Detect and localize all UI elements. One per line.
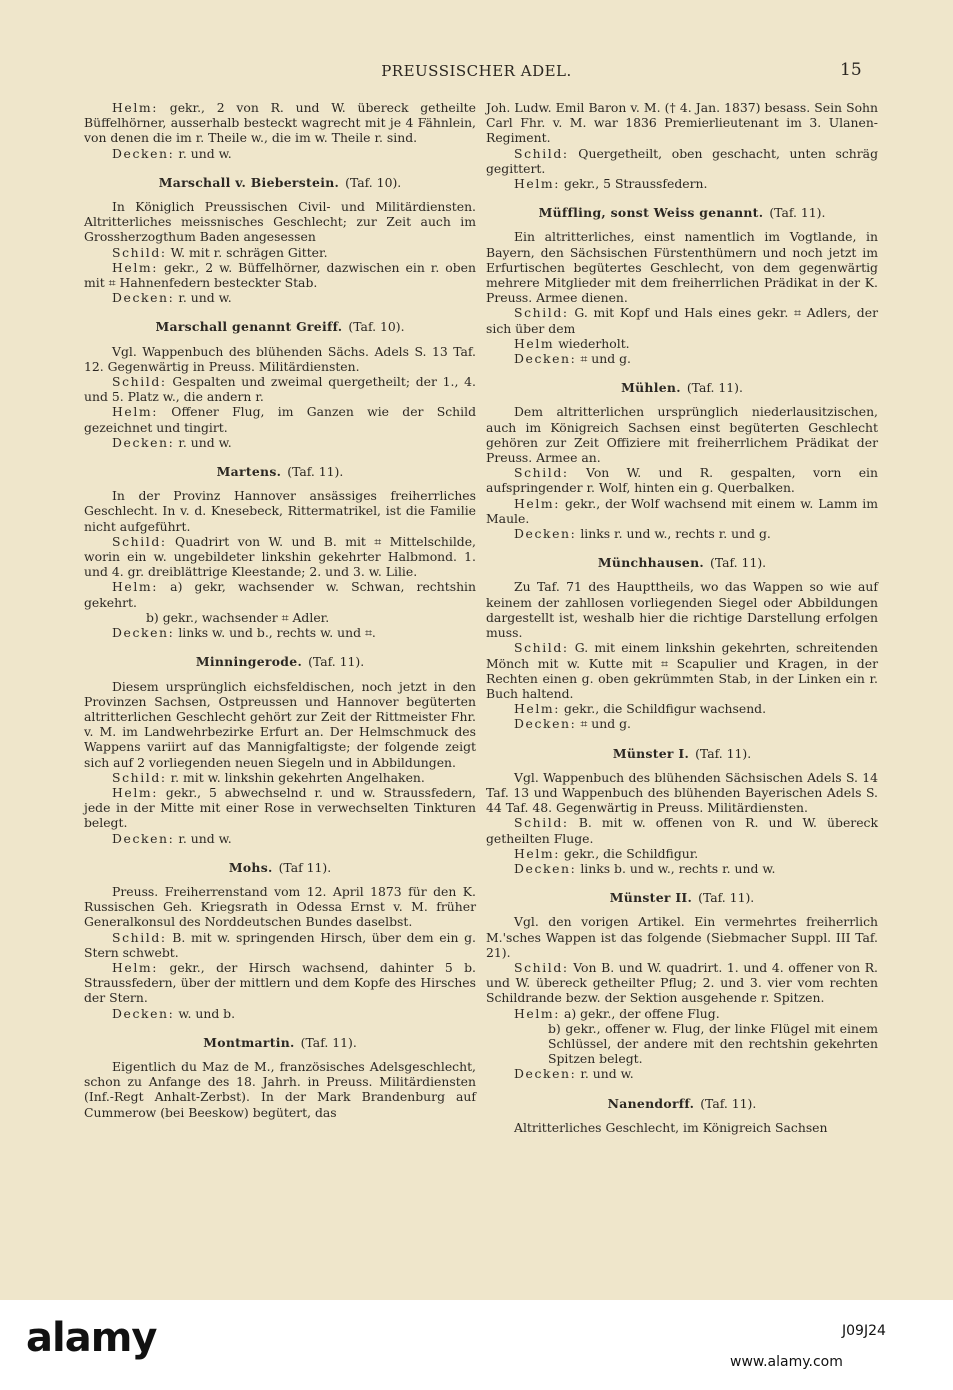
paragraph-text: gekr., der Wolf wachsend mit einem w. Lamm im Maule.: [486, 495, 878, 526]
blazon-key: Decken:: [112, 625, 175, 641]
entry-heading: [84, 860, 476, 875]
blazon-line: [486, 351, 878, 366]
left-column: [84, 100, 476, 1128]
paragraph-text: ⌗ und g.: [576, 716, 631, 732]
blazon-line: [486, 815, 878, 845]
paragraph-text: G. mit Kopf und Hals eines gekr. ⌗ Adlers, der sich über dem: [486, 305, 878, 336]
paragraph-text: Vgl. den vorigen Artikel. Ein vermehrtes freiherrlich M.'sches Wappen ist das folgende (Siebmacher Suppl. III Taf. 21).: [486, 914, 878, 960]
paragraph-text: W. mit r. schrägen Gitter.: [166, 244, 328, 260]
paragraph-text: r. und w.: [174, 830, 232, 846]
blazon-key: Decken:: [112, 434, 175, 450]
entry-heading: [84, 654, 476, 669]
blazon-line: [84, 404, 476, 434]
blazon-line: [84, 260, 476, 290]
paragraph-text: G. mit einem linkshin gekehrten, schreitenden Mönch mit w. Kutte mit ⌗ Scapulier und Kragen, in der Rechten einen g. oben gekrümmten Stab, in der Linken ein r. Buch haltend.: [486, 640, 878, 701]
paragraph-text: a) gekr., der offene Flug.: [560, 1005, 720, 1021]
paragraph-text: Preuss. Freiherrenstand vom 12. April 1873 für den K. Russischen Geh. Kriegsrath in Odessa Ernst v. M. früher Generalkonsul des Norddeutschen Bundes daselbst.: [84, 883, 476, 930]
blazon-key: Decken:: [112, 290, 175, 306]
blazon-line: [486, 716, 878, 731]
blazon-key: Helm:: [514, 495, 561, 511]
blazon-line: [486, 1006, 878, 1021]
paragraph-text: Von W. und R. gespalten, vorn ein aufspringender r. Wolf, hinten ein g. Querbalken.: [486, 465, 878, 496]
blazon-line: [84, 100, 476, 146]
paragraph-text: Quadrirt von W. und B. mit ⌗ Mittelschilde, worin ein w. ungebildeter linkshin gekehrter Halbmond. 1. und 4. gr. dreiblättrige Kleestande; 2. und 3. w. Lilie.: [84, 533, 476, 580]
paragraph-text: Vgl. Wappenbuch des blühenden Sächs. Adels S. 13 Taf. 12. Gegenwärtig in Preuss. Militärdiensten.: [84, 343, 476, 374]
entry-heading: [84, 175, 476, 190]
paragraph-text: gekr., 2 w. Büffelhörner, dazwischen ein r. oben mit ⌗ Hahnenfedern besteckter Stab.: [84, 259, 476, 291]
entry-name: Müffling, sonst Weiss genannt.: [538, 205, 764, 221]
blazon-key: Schild:: [112, 533, 167, 549]
watermark-logo: alamy: [26, 1315, 157, 1361]
blazon-key: Helm:: [514, 1005, 561, 1021]
plate-reference: (Taf. 11).: [695, 745, 752, 761]
entry: [84, 319, 476, 450]
entry: [486, 555, 878, 731]
entry: [84, 1035, 476, 1120]
paragraph: [486, 914, 878, 960]
paragraph: [84, 344, 476, 374]
paragraph-text: In Königlich Preussischen Civil- und Militärdiensten. Altritterliches meissnisches Geschlecht; zur Zeit auch im Grossherzogthum Baden angesessen: [84, 199, 476, 245]
entry-heading: [486, 205, 878, 220]
paragraph-text: b) gekr., offener w. Flug, der linke Flügel mit einem Schlüssel, der andere mit den rechtshin gekehrten Spitzen belegt.: [548, 1020, 878, 1067]
blazon-line: [486, 176, 878, 191]
blazon-key: Schild:: [112, 374, 167, 390]
paragraph-text: w. und b.: [174, 1005, 236, 1021]
blazon-key: Helm:: [112, 259, 159, 275]
plate-reference: (Taf. 11).: [300, 1034, 357, 1050]
entry-heading: [486, 890, 878, 905]
entry: [84, 464, 476, 640]
entry: [486, 890, 878, 1081]
paragraph: [84, 1059, 476, 1120]
paragraph-text: Ein altritterliches, einst namentlich im Vogtlande, in Bayern, den Sächsischen Fürstenthümern und noch jetzt im Erfurtischen begütertes Geschlecht, von dem gegenwärtig mehrere Mitglieder mit dem freiherrlichen Prädikat in der K. Preuss. Armee dienen.: [486, 229, 878, 306]
blazon-key: Helm:: [112, 404, 159, 420]
paragraph-text: wiederholt.: [554, 335, 630, 351]
entry-heading: [486, 746, 878, 761]
entry: [486, 1096, 878, 1135]
entry-name: Marschall genannt Greiff.: [155, 319, 343, 335]
blazon-line: [486, 640, 878, 701]
blazon-key: Helm:: [112, 784, 159, 800]
blazon-line: [486, 336, 878, 351]
blazon-key: Helm:: [112, 579, 159, 595]
plate-reference: (Taf. 11).: [287, 464, 344, 480]
blazon-key: Schild:: [112, 244, 167, 260]
entry-name: Mühlen.: [621, 380, 681, 396]
blazon-line: [84, 625, 476, 640]
entry-name: Martens.: [216, 464, 282, 480]
blazon-key: Schild:: [514, 305, 569, 321]
paragraph-text: Joh. Ludw. Emil Baron v. M. († 4. Jan. 1837) besass. Sein Sohn Carl Fhr. v. M. war 1836 Premierlieutenant im 3. Ulanen-Regiment.: [486, 100, 878, 146]
blazon-line: [486, 526, 878, 541]
paragraph-text: Von B. und W. quadrirt. 1. und 4. offener von R. und W. übereck getheilter Pflug; 2. und 3. vier vom rechten Schildrande bezw. der Sektion ausgehende r. Spitzen.: [486, 959, 878, 1006]
plate-reference: (Taf. 11).: [710, 555, 767, 571]
blazon-line: [486, 960, 878, 1006]
blazon-key: Schild:: [514, 815, 569, 831]
plate-reference: (Taf. 11).: [308, 654, 365, 670]
paragraph-text: b) gekr., wachsender ⌗ Adler.: [146, 609, 330, 625]
entry-heading: [84, 464, 476, 479]
entry-heading: [84, 1035, 476, 1050]
paragraph-text: r. und w.: [174, 145, 232, 161]
entry-name: Münster II.: [609, 890, 693, 906]
plate-reference: (Taf. 11).: [700, 1095, 757, 1111]
entry-heading: [486, 555, 878, 570]
blazon-key: Decken:: [112, 830, 175, 846]
blazon-line: [486, 305, 878, 335]
paragraph: [486, 579, 878, 640]
blazon-key: Decken:: [514, 1066, 577, 1082]
paragraph-text: gekr., 5 abwechselnd r. und w. Straussfedern, jede in der Mitte mit einer Rose in verwechselten Tinkturen belegt.: [84, 784, 476, 831]
blazon-key: Schild:: [514, 145, 569, 161]
blazon-key: Helm:: [514, 701, 561, 717]
paragraph-text: Eigentlich du Maz de M., französisches Adelsgeschlecht, schon zu Anfange des 18. Jahrh. in Preuss. Militärdiensten (Inf.-Regt Anhalt-Zerbst). In der Mark Brandenburg auf Cummerow (bei Beeskow) begütert, das: [84, 1058, 476, 1120]
blazon-key: Helm:: [112, 100, 159, 115]
entry-heading: [486, 1096, 878, 1111]
entry: [84, 860, 476, 1021]
paragraph-text: Dem altritterlichen ursprünglich niederlausitzischen, auch im Königreich Sachsen einst begüterten Geschlecht gehören zur Zeit Offiziere mit freiherrlichem Prädikat der Preuss. Armee an.: [486, 404, 878, 466]
blazon-key: Decken:: [514, 526, 577, 542]
paragraph-text: Diesem ursprünglich eichsfeldischen, noch jetzt in den Provinzen Sachsen, Ostpreussen und Hannover begüterten altritterlichen Geschlecht gehört zur Zeit der Rittmeister Fhr. v. M. im Landwehrbezirke Erfurt an. Der Helmschmuck des Wappens variirt auf das Mannigfaltigste; der folgende zeigt sich auf 2 vorliegenden neuen Siegeln und in Abbildungen.: [84, 678, 476, 770]
plate-reference: (Taf. 11).: [686, 380, 743, 396]
blazon-key: Schild:: [514, 640, 569, 656]
blazon-key: Decken:: [514, 860, 577, 876]
entry-name: Mohs.: [228, 859, 273, 875]
blazon-line: [84, 770, 476, 785]
blazon-key: Helm:: [514, 845, 561, 861]
paragraph-text: r. und w.: [174, 434, 232, 450]
paragraph: [486, 770, 878, 816]
paragraph-text: links b. und w., rechts r. und w.: [576, 860, 776, 876]
blazon-key: Schild:: [514, 465, 569, 481]
running-header: PREUSSISCHER ADEL.: [381, 62, 572, 80]
paragraph-text: Offener Flug, im Ganzen wie der Schild gezeichnet und tingirt.: [84, 404, 476, 435]
paragraph-text: B. mit w. offenen von R. und W. übereck getheilten Fluge.: [486, 815, 878, 846]
paragraph-text: gekr., die Schildfigur.: [560, 845, 699, 861]
paragraph: [486, 404, 878, 465]
blazon-line: [84, 290, 476, 305]
blazon-line: [486, 1066, 878, 1081]
plate-reference: (Taf. 10).: [345, 174, 402, 190]
blazon-line: [486, 146, 878, 176]
plate-reference: (Taf. 11).: [698, 890, 755, 906]
blazon-line: [84, 146, 476, 161]
entry-heading: [486, 380, 878, 395]
blazon-key: Schild:: [112, 769, 167, 785]
entry-name: Montmartin.: [203, 1034, 295, 1050]
blazon-key: Schild:: [112, 929, 167, 945]
blazon-line: [84, 374, 476, 404]
paragraph-text: Altritterliches Geschlecht, im Königreich Sachsen: [514, 1119, 828, 1135]
blazon-line: [84, 245, 476, 260]
paragraph-text: r. mit w. linkshin gekehrten Angelhaken.: [166, 769, 425, 785]
paragraph: [84, 610, 476, 625]
blazon-line: [486, 701, 878, 716]
entry-name: Münster I.: [612, 745, 690, 761]
blazon-line: [84, 579, 476, 609]
entry: [486, 746, 878, 877]
blazon-key: Helm:: [514, 176, 561, 192]
paragraph-text: B. mit w. springenden Hirsch, über dem ein g. Stern schwebt.: [84, 929, 476, 960]
blazon-line: [486, 496, 878, 526]
entry-name: Minningerode.: [195, 654, 303, 670]
entry-name: Marschall v. Bieberstein.: [158, 174, 340, 190]
blazon-line: [84, 831, 476, 846]
paragraph-text: links r. und w., rechts r. und g.: [576, 526, 771, 542]
blazon-key: Decken:: [112, 1005, 175, 1021]
page-number: 15: [840, 60, 862, 80]
entry: [84, 100, 476, 161]
paragraph: [486, 1120, 878, 1135]
paragraph-text: gekr., 5 Straussfedern.: [560, 176, 708, 192]
paragraph: [84, 199, 476, 245]
paragraph: [486, 100, 878, 146]
paragraph-text: r. und w.: [576, 1066, 634, 1082]
blazon-line: [486, 861, 878, 876]
paragraph: [486, 1021, 878, 1067]
entry-heading: [84, 319, 476, 334]
blazon-key: Decken:: [112, 145, 175, 161]
paragraph: [84, 884, 476, 930]
paragraph-text: Zu Taf. 71 des Haupttheils, wo das Wappen so wie auf keinem der zahllosen vorliegenden Siegel oder Abbildungen dargestellt ist, weshalb hier die richtige Darstellung erfolgen muss.: [486, 579, 878, 641]
plate-reference: (Taf. 11).: [769, 205, 826, 221]
blazon-line: [486, 465, 878, 495]
paragraph-text: gekr., 2 von R. und W. übereck getheilte Büffelhörner, ausserhalb besteckt wagrecht mit je 4 Fähnlein, von denen die im r. Theile w., die im w. Theile r. sind.: [84, 100, 476, 146]
blazon-key: Helm:: [112, 959, 159, 975]
paragraph-text: ⌗ und g.: [576, 351, 631, 367]
plate-reference: (Taf. 10).: [348, 319, 405, 335]
paragraph-text: links w. und b., rechts w. und ⌗.: [174, 625, 376, 641]
right-column: [486, 100, 878, 1143]
blazon-key: Schild:: [514, 959, 569, 975]
blazon-line: [84, 930, 476, 960]
paragraph-text: Vgl. Wappenbuch des blühenden Sächsischen Adels S. 14 Taf. 13 und Wappenbuch des blühenden Bayerischen Adels S. 44 Taf. 48. Gegenwärtig in Preuss. Militärdiensten.: [486, 769, 878, 816]
blazon-line: [84, 534, 476, 580]
paragraph-text: Quergetheilt, oben geschacht, unten schräg gegittert.: [486, 145, 878, 176]
watermark-image-id: J09J24: [842, 1323, 886, 1339]
blazon-line: [84, 435, 476, 450]
entry: [84, 654, 476, 845]
blazon-key: Decken:: [514, 716, 577, 732]
entry-name: Nanendorff.: [607, 1095, 695, 1111]
paragraph: [84, 488, 476, 534]
paragraph: [84, 679, 476, 770]
paragraph-text: r. und w.: [174, 290, 232, 306]
entry-name: Münchhausen.: [597, 555, 705, 571]
paragraph-text: gekr., die Schildfigur wachsend.: [560, 701, 767, 717]
blazon-line: [84, 1006, 476, 1021]
paragraph-text: gekr., der Hirsch wachsend, dahinter 5 b. Straussfedern, über der mittlern und dem Kopfe des Hirsches der Stern.: [84, 959, 476, 1006]
blazon-key: Helm: [514, 335, 555, 351]
paragraph-text: Gespalten und zweimal quergetheilt; der 1., 4. und 5. Platz w., die andern r.: [84, 374, 476, 405]
blazon-line: [486, 846, 878, 861]
entry: [486, 380, 878, 541]
paragraph-text: In der Provinz Hannover ansässiges freiherrliches Geschlecht. In v. d. Knesebeck, Rittermatrikel, ist die Familie nicht aufgeführt.: [84, 488, 476, 534]
plate-reference: (Taf 11).: [278, 859, 332, 875]
blazon-line: [84, 960, 476, 1006]
entry: [486, 205, 878, 366]
paragraph: [486, 229, 878, 305]
blazon-line: [84, 785, 476, 831]
paragraph-text: a) gekr, wachsender w. Schwan, rechtshin gekehrt.: [84, 579, 476, 610]
watermark-url: www.alamy.com: [730, 1354, 843, 1370]
entry: [84, 175, 476, 306]
blazon-key: Decken:: [514, 351, 577, 367]
entry: [486, 100, 878, 191]
